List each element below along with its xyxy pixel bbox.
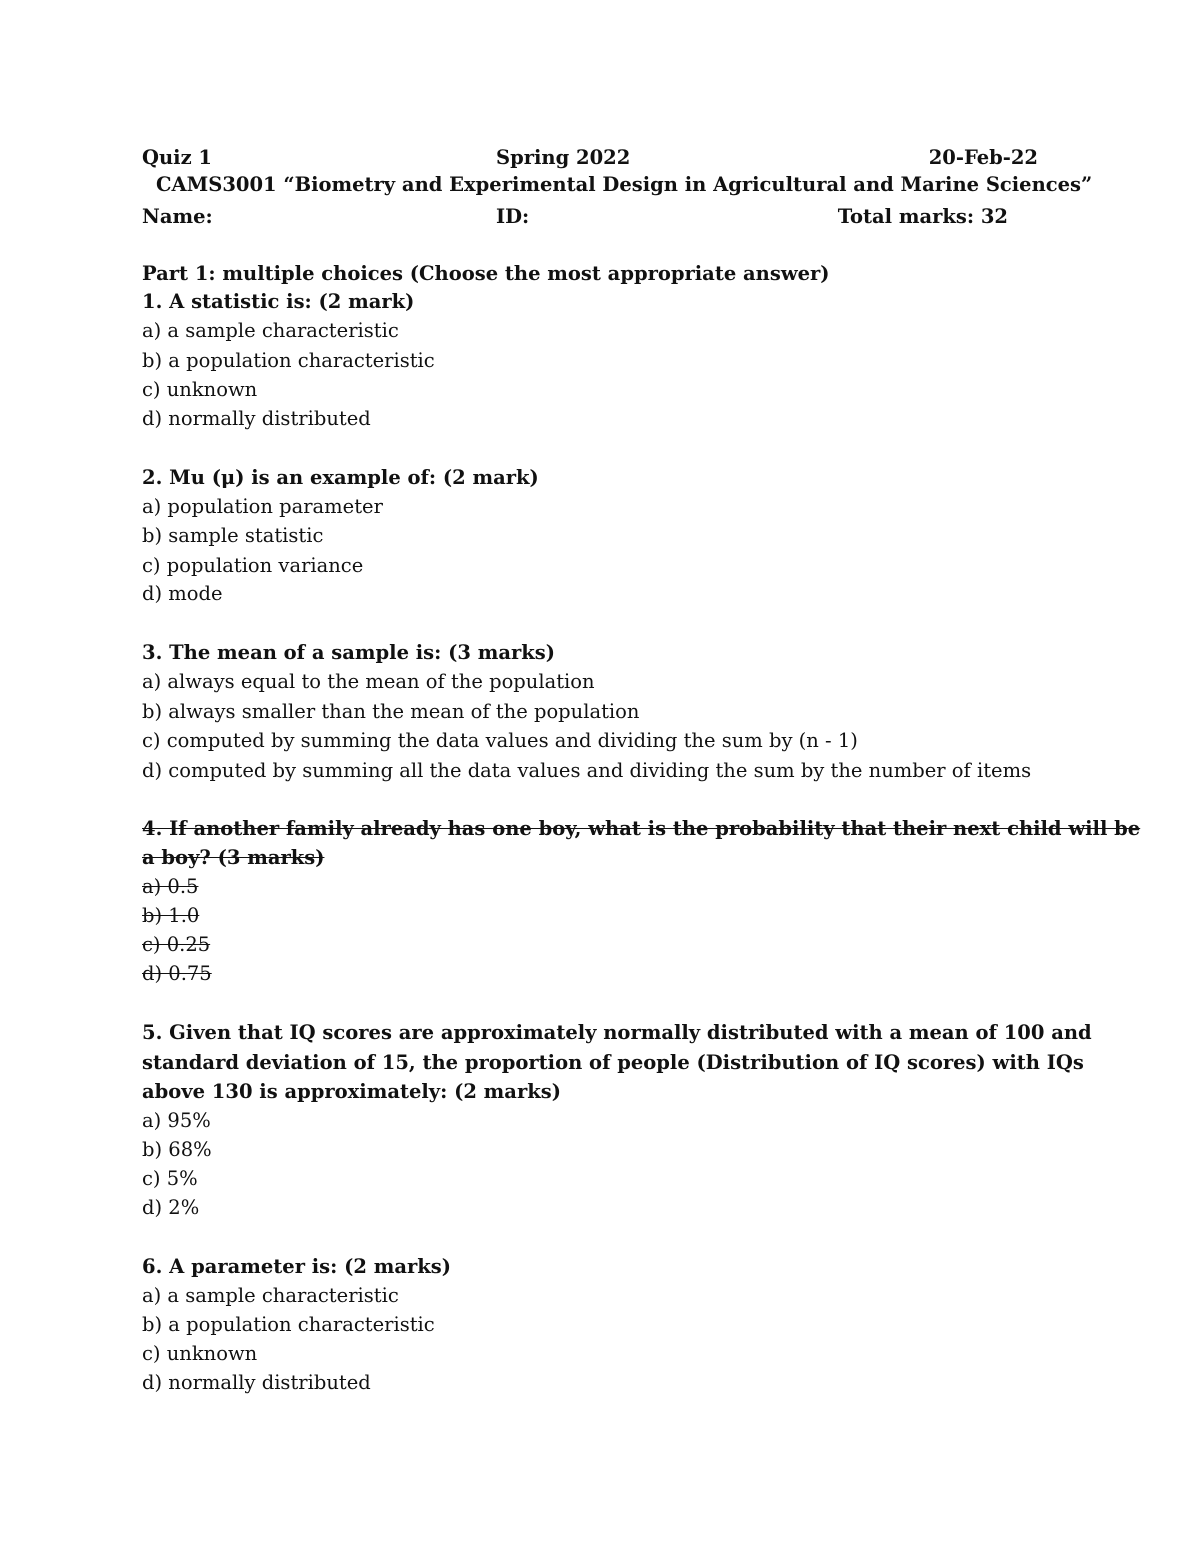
q2-option-b: b) sample statistic [142, 524, 324, 547]
q5-option-d: d) 2% [142, 1196, 200, 1219]
q6-option-a: a) a sample characteristic [142, 1284, 399, 1307]
question-2: 2. Mu (μ) is an example of: (2 mark) [142, 466, 539, 489]
q4-option-d: d) 0.75 [142, 962, 212, 985]
question-3: 3. The mean of a sample is: (3 marks) [142, 641, 555, 664]
q2-option-a: a) population parameter [142, 495, 383, 518]
q6-option-b: b) a population characteristic [142, 1313, 435, 1336]
course-title: CAMS3001 “Biometry and Experimental Design in Agricultural and Marine Sciences” [156, 173, 1093, 196]
total-marks: Total marks: 32 [837, 205, 1008, 228]
q6-option-d: d) normally distributed [142, 1371, 371, 1394]
part-heading: Part 1: multiple choices (Choose the most appropriate answer) [142, 262, 830, 285]
q4-option-a: a) 0.5 [142, 875, 199, 898]
question-4-line-1: 4. If another family already has one boy, what is the probability that their next child will be [142, 817, 1141, 840]
name-label: Name: [142, 205, 213, 228]
q4-option-b: b) 1.0 [142, 904, 200, 927]
question-4-line-2: a boy? (3 marks) [142, 846, 325, 869]
question-5-line-2: standard deviation of 15, the proportion of people (Distribution of IQ scores) with IQs [142, 1051, 1084, 1074]
term: Spring 2022 [496, 146, 631, 169]
q2-option-c: c) population variance [142, 554, 364, 577]
question-1: 1. A statistic is: (2 mark) [142, 290, 415, 313]
quiz-title: Quiz 1 [142, 146, 213, 169]
q5-option-a: a) 95% [142, 1109, 211, 1132]
q3-option-b: b) always smaller than the mean of the population [142, 700, 640, 723]
q1-option-c: c) unknown [142, 378, 258, 401]
q4-option-c: c) 0.25 [142, 933, 211, 956]
q1-option-a: a) a sample characteristic [142, 319, 399, 342]
q5-option-c: c) 5% [142, 1167, 198, 1190]
q3-option-d: d) computed by summing all the data values and dividing the sum by the number of items [142, 759, 1032, 782]
question-5-line-3: above 130 is approximately: (2 marks) [142, 1080, 561, 1103]
q5-option-b: b) 68% [142, 1138, 212, 1161]
q3-option-a: a) always equal to the mean of the population [142, 670, 595, 693]
q3-option-c: c) computed by summing the data values and dividing the sum by (n - 1) [142, 729, 858, 752]
q2-option-d: d) mode [142, 582, 223, 605]
q1-option-b: b) a population characteristic [142, 349, 435, 372]
quiz-date: 20-Feb-22 [928, 146, 1038, 169]
q6-option-c: c) unknown [142, 1342, 258, 1365]
id-label: ID: [496, 205, 530, 228]
q1-option-d: d) normally distributed [142, 407, 371, 430]
question-6: 6. A parameter is: (2 marks) [142, 1255, 451, 1278]
question-5-line-1: 5. Given that IQ scores are approximately normally distributed with a mean of 100 and [142, 1021, 1092, 1044]
